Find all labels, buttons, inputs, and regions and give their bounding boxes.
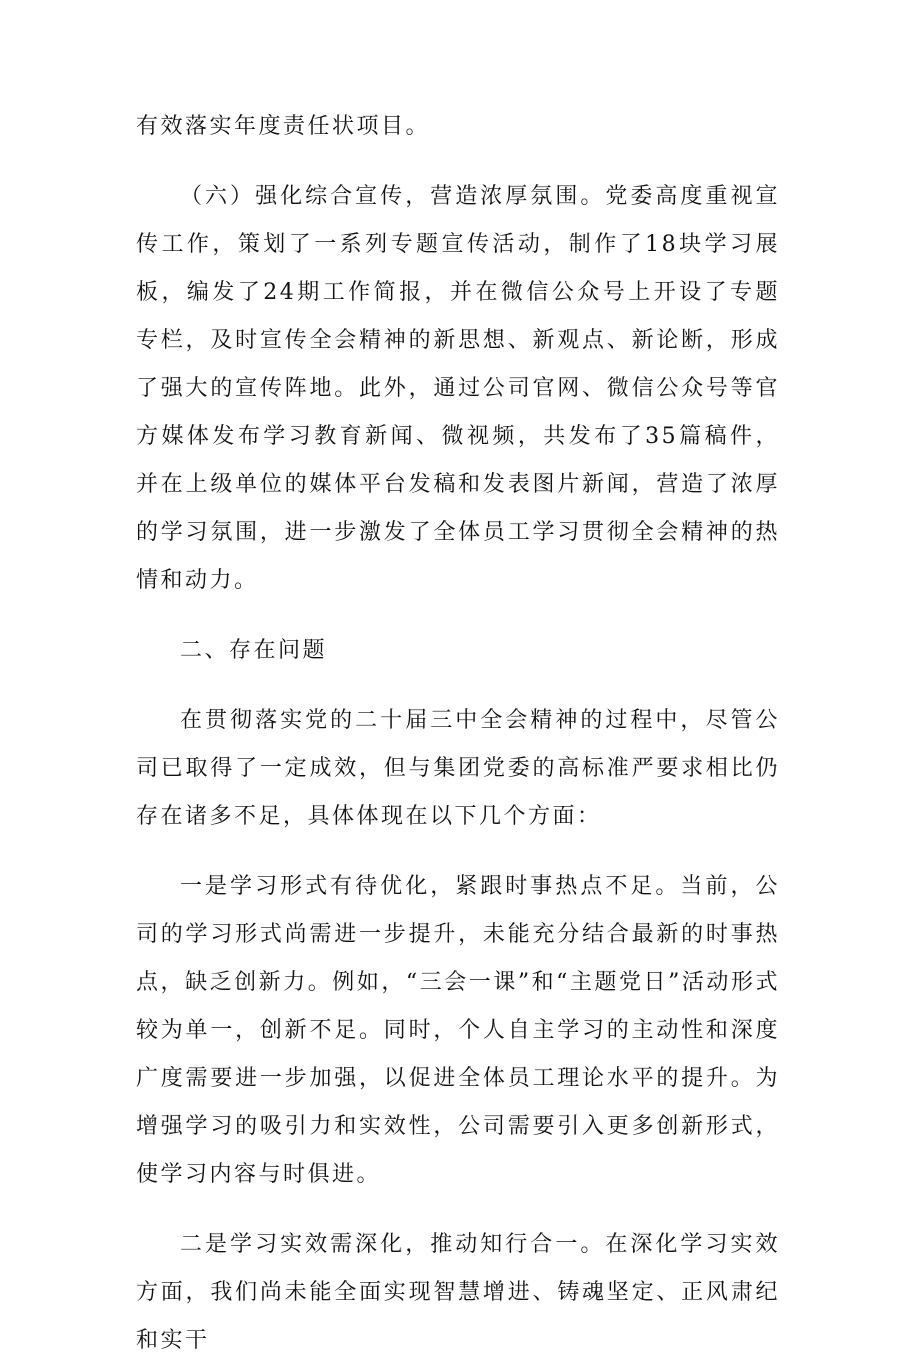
- paragraph-publicity: （六）强化综合宣传，营造浓厚氛围。党委高度重视宣传工作，策划了一系列专题宣传活动，制作了18块学习展板，编发了24期工作简报，并在微信公众号上开设了专题专栏，及时宣传全会精神的新思想、新观点、新论断，形成了强大的宣传阵地。此外，通过公司官网、微信公众号等官方媒体发布学习教育新闻、微视频，共发布了35篇稿件，并在上级单位的媒体平台发稿和发表图片新闻，营造了浓厚的学习氛围，进一步激发了全体员工学习贯彻全会精神的热情和动力。: [136, 184, 780, 593]
- section-heading-problems: 二、存在问题: [180, 638, 328, 663]
- paragraph-continuation: 有效落实年度责任状项目。: [136, 114, 431, 139]
- paragraph-problem-one: 一是学习形式有待优化，紧跟时事热点不足。当前，公司的学习形式尚需进一步提升，未能充分结合最新的时事热点，缺乏创新力。例如，“三会一课”和“主题党日”活动形式较为单一，创新不足。同时，个人自主学习的主动性和深度广度需要进一步加强，以促进全体员工理论水平的提升。为增强学习的吸引力和实效性，公司需要引入更多创新形式，使学习内容与时俱进。: [136, 874, 780, 1187]
- paragraph-problems-intro: 在贯彻落实党的二十届三中全会精神的过程中，尽管公司已取得了一定成效，但与集团党委的高标准严要求相比仍存在诸多不足，具体体现在以下几个方面：: [136, 708, 780, 829]
- paragraph-problem-two: 二是学习实效需深化，推动知行合一。在深化学习实效方面，我们尚未能全面实现智慧增进、铸魂坚定、正风肃纪和实干: [136, 1232, 780, 1353]
